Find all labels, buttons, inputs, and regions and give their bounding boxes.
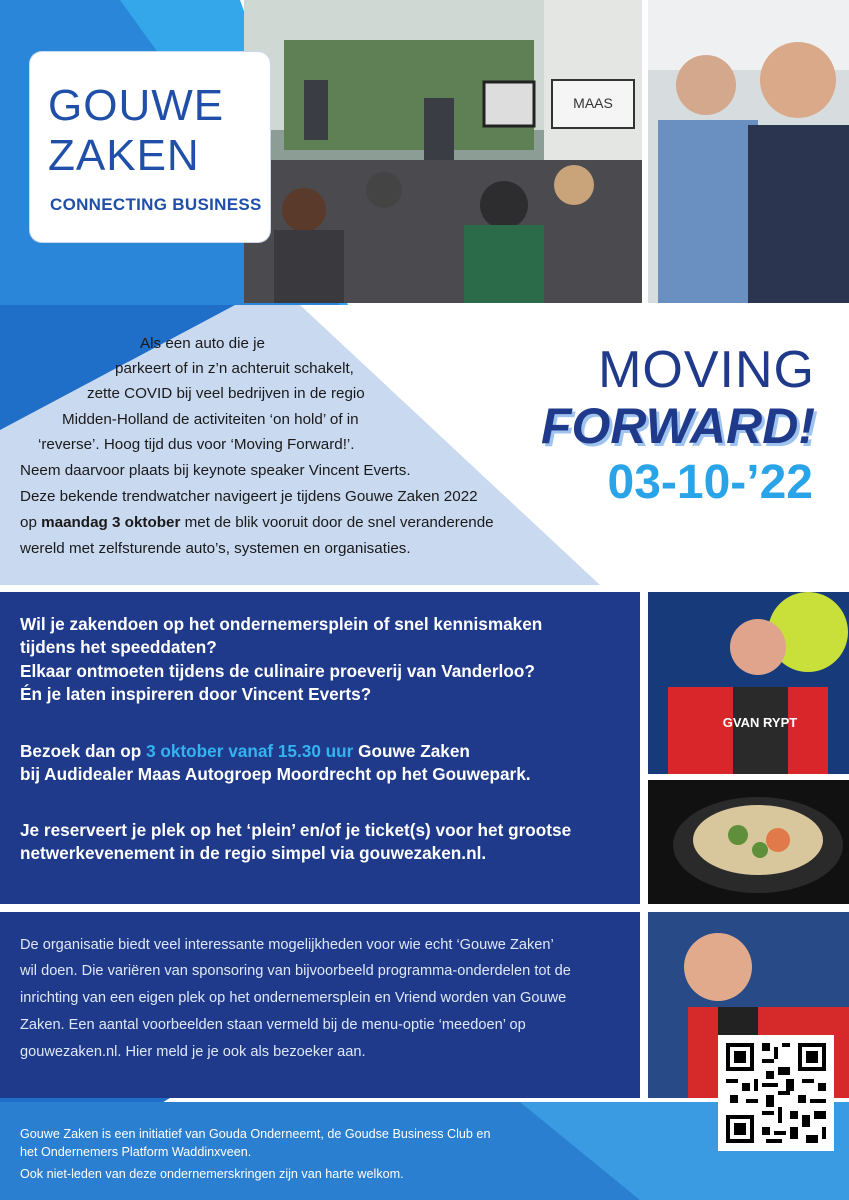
headline-date: 03-10-’22: [607, 456, 813, 509]
food-illustration: [648, 780, 849, 904]
intro-line: zette COVID bij veel bedrijven in de regio: [87, 385, 365, 402]
qr-code[interactable]: [718, 1035, 834, 1151]
intro-line-date: [20, 515, 494, 530]
logo-line-1: GOUWE: [48, 81, 225, 130]
intro-date-bold: maandag 3 oktober: [41, 514, 181, 531]
intro-post: met de blik vooruit door de snel veranderende: [180, 514, 494, 531]
intro-line: Midden-Holland de activiteiten ‘on hold’ of in: [62, 411, 359, 428]
qr-code-icon: [718, 1035, 834, 1151]
invite-reserve: netwerkevenement in de regio simpel via gouwezaken.nl.: [20, 843, 487, 863]
invite-box: [0, 592, 640, 904]
footer-line: Gouwe Zaken is een initiatief van Gouda Onderneemt, de Goudse Business Club en: [20, 1127, 491, 1141]
gouwe-zaken-logo: [30, 52, 270, 242]
headline-moving: MOVING: [598, 341, 815, 399]
intro-line: Als een auto die je: [140, 335, 265, 352]
photo-speaker-stage: [648, 592, 849, 774]
networking-illustration: [648, 0, 849, 303]
visit-highlight: 3 oktober vanaf 15.30 uur: [146, 741, 354, 761]
organisation-line: inrichting van een eigen plek op het ondernemersplein en Vriend worden van Gouwe: [20, 990, 567, 1006]
event-photo-networking: [648, 0, 849, 303]
logo-tagline: CONNECTING BUSINESS: [50, 195, 262, 214]
event-photo-presentation: [244, 0, 642, 303]
intro-pre: op: [20, 514, 42, 531]
photo-food: [648, 780, 849, 904]
event-photo-illustration: [244, 0, 642, 303]
organisation-line: wil doen. Die variëren van sponsoring van bijvoorbeeld programma-onderdelen tot de: [20, 963, 571, 979]
shirt-text: GVAN RYPT: [722, 715, 798, 730]
invite-visit: [20, 743, 470, 760]
visit-post: Gouwe Zaken: [353, 741, 470, 761]
intro-line: Neem daarvoor plaats bij keynote speaker Vincent Everts.: [20, 462, 411, 479]
intro-line: ‘reverse’. Hoog tijd dus voor ‘Moving Forward!’.: [38, 436, 355, 453]
intro-line: Deze bekende trendwatcher navigeert je tijdens Gouwe Zaken 2022: [20, 488, 478, 505]
visit-pre: Bezoek dan op: [20, 741, 147, 761]
invite-visit-line2: bij Audidealer Maas Autogroep Moordrecht op het Gouwepark.: [20, 764, 531, 784]
organisation-box: [0, 912, 640, 1098]
invite-reserve: Je reserveert je plek op het ‘plein’ en/of je ticket(s) voor het grootse: [20, 820, 572, 840]
intro-line: parkeert of in z’n achteruit schakelt,: [115, 360, 354, 377]
headline-forward: FORWARD!: [540, 398, 815, 454]
footer-line: Ook niet-leden van deze ondernemerskringen zijn van harte welkom.: [20, 1167, 404, 1181]
organisation-line: Zaken. Een aantal voorbeelden staan vermeld bij de menu-optie ‘meedoen’ op: [20, 1017, 526, 1033]
logo-line-2: ZAKEN: [48, 131, 200, 180]
speaker-stage-illustration: [648, 592, 849, 774]
organisation-line: gouwezaken.nl. Hier meld je je ook als bezoeker aan.: [20, 1044, 366, 1060]
intro-line: wereld met zelfsturende auto’s, systemen en organisaties.: [20, 540, 411, 557]
invite-question: Wil je zakendoen op het ondernemersplein of snel kennismaken: [20, 614, 543, 634]
invite-question: tijdens het speeddaten?: [20, 637, 217, 657]
organisation-line: De organisatie biedt veel interessante mogelijkheden voor wie echt ‘Gouwe Zaken’: [20, 937, 554, 953]
screen-label: MAAS: [573, 95, 613, 111]
invite-question: Én je laten inspireren door Vincent Everts?: [20, 684, 372, 704]
footer-line: het Ondernemers Platform Waddinxveen.: [20, 1145, 252, 1159]
invite-question: Elkaar ontmoeten tijdens de culinaire proeverij van Vanderloo?: [20, 661, 535, 681]
